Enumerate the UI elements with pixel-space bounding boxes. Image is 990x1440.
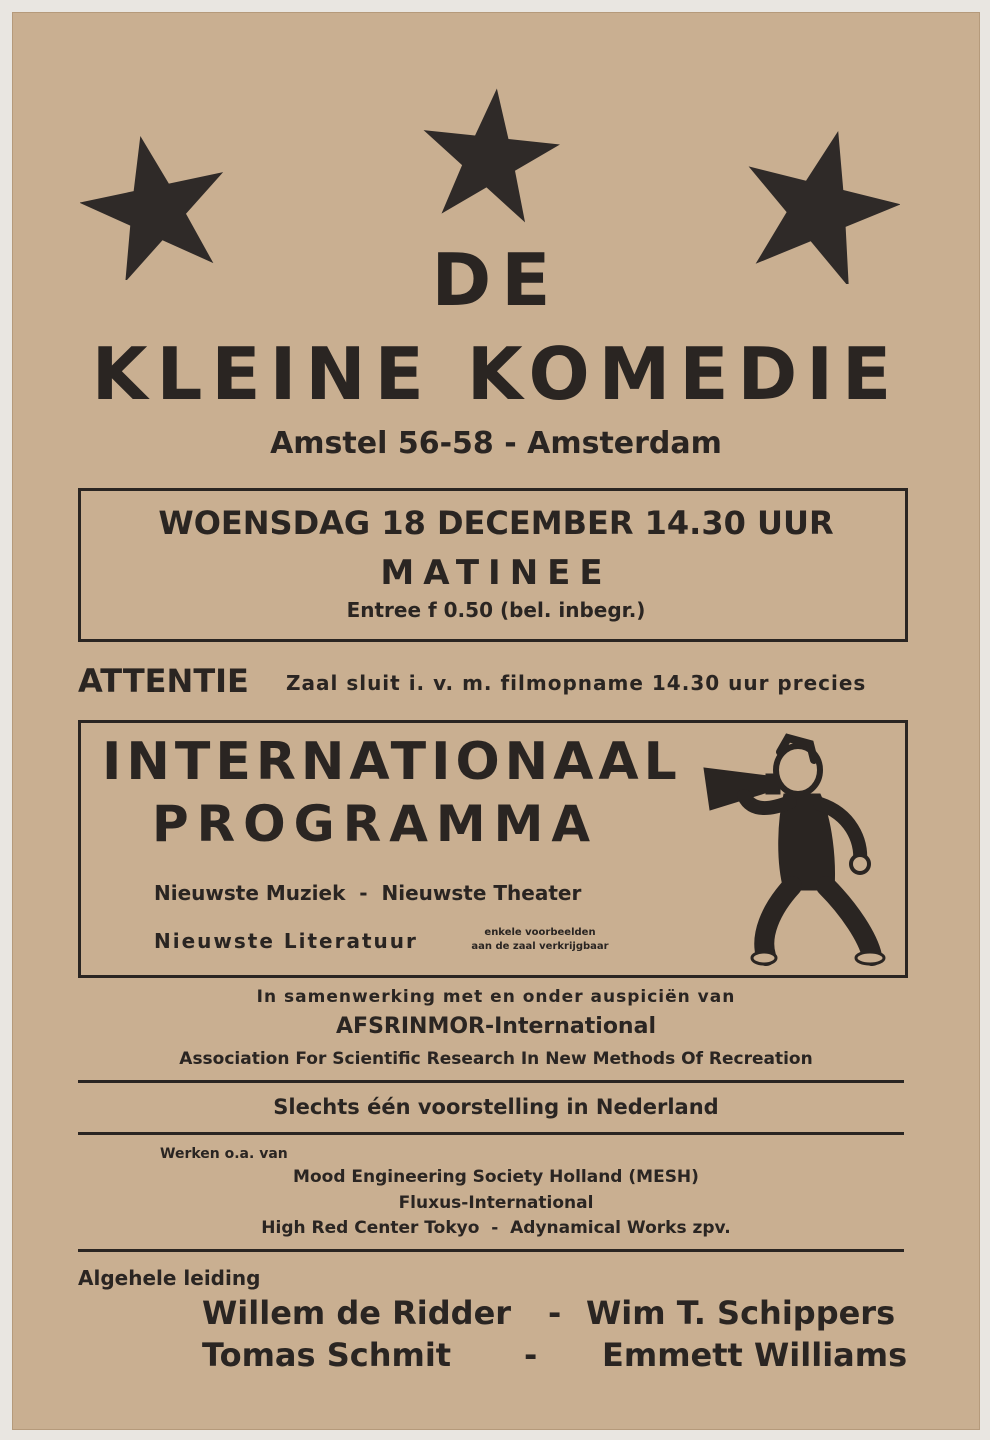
- divider-1: [78, 1080, 904, 1083]
- program-items1: Nieuwste Muziek - Nieuwste Theater: [154, 881, 582, 905]
- examples-line1: enkele voorbeelden: [484, 927, 596, 938]
- attention-text: Zaal sluit i. v. m. filmopname 14.30 uur precies: [286, 671, 867, 695]
- org-name: AFSRINMOR-International: [336, 1014, 656, 1039]
- megaphone-man-icon: [700, 730, 900, 966]
- examples-line2: aan de zaal verkrijgbaar: [471, 941, 609, 952]
- attention-label: ATTENTIE: [78, 662, 249, 700]
- title-line-de: DE: [431, 238, 561, 322]
- program-line2: PROGRAMMA: [152, 795, 599, 853]
- name-2: Wim T. Schippers: [586, 1294, 896, 1332]
- separator-1: -: [548, 1294, 562, 1332]
- work-1: Mood Engineering Society Holland (MESH): [293, 1167, 699, 1187]
- org-full: Association For Scientific Research In New Methods Of Recreation: [179, 1049, 813, 1069]
- divider-2: [78, 1132, 904, 1135]
- name-1: Willem de Ridder: [202, 1294, 512, 1332]
- separator-2: -: [524, 1336, 538, 1374]
- entry-price: Entree f 0.50 (bel. inbegr.): [346, 598, 646, 622]
- name-3: Tomas Schmit: [202, 1336, 452, 1374]
- work-3: High Red Center Tokyo - Adynamical Works zpv.: [261, 1218, 731, 1238]
- name-4: Emmett Williams: [602, 1336, 908, 1374]
- direction-label: Algehele leiding: [78, 1266, 261, 1290]
- title-line-kleine-komedie: KLEINE KOMEDIE: [91, 332, 901, 416]
- program-line1: INTERNATIONAAL: [102, 732, 682, 792]
- date-time: WOENSDAG 18 DECEMBER 14.30 UUR: [158, 504, 834, 542]
- program-items2: Nieuwste Literatuur: [154, 929, 418, 953]
- show-type: MATINEE: [380, 553, 612, 593]
- work-2: Fluxus-International: [398, 1193, 594, 1213]
- poster-sheet: [12, 12, 980, 1430]
- address: Amstel 56-58 - Amsterdam: [270, 426, 722, 461]
- star-icon: [420, 84, 560, 224]
- only-once: Slechts één voorstelling in Nederland: [273, 1095, 719, 1119]
- works-label: Werken o.a. van: [160, 1146, 288, 1162]
- cooperation-text: In samenwerking met en onder auspiciën van: [256, 987, 736, 1007]
- divider-3: [78, 1249, 904, 1252]
